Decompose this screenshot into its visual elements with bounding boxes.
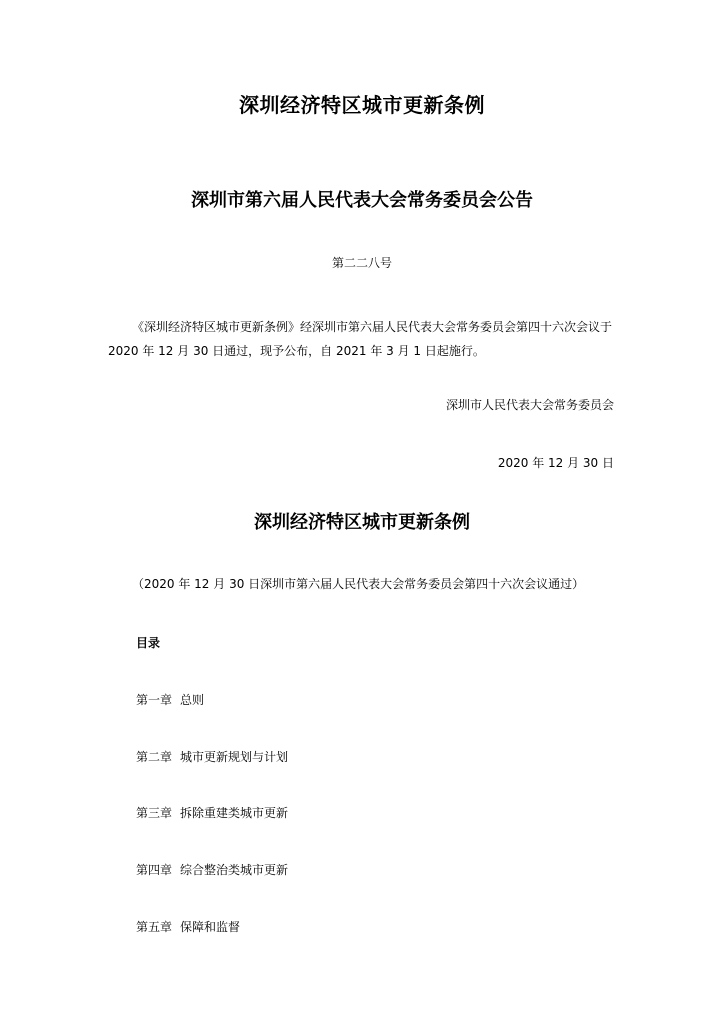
- toc-chapter-title: 拆除重建类城市更新: [180, 806, 289, 820]
- toc-chapter-title: 城市更新规划与计划: [180, 750, 289, 764]
- issue-date: 2020 年 12 月 30 日: [497, 456, 614, 470]
- toc-chapter-title: 保障和监督: [180, 920, 241, 934]
- adoption-note: （2020 年 12 月 30 日深圳市第六届人民代表大会常务委员会第四十六次会议通过）: [132, 577, 585, 591]
- issuer-name: 深圳市人民代表大会常务委员会: [445, 398, 614, 412]
- toc-item: [136, 694, 204, 706]
- toc-chapter-number: 第三章: [136, 806, 173, 820]
- regulation-title: 深圳经济特区城市更新条例: [254, 512, 470, 533]
- notice-title: 深圳市第六届人民代表大会常务委员会公告: [191, 190, 533, 211]
- toc-chapter-number: 第五章: [136, 920, 173, 934]
- toc-chapter-number: 第四章: [136, 863, 173, 877]
- main-title: 深圳经济特区城市更新条例: [239, 93, 485, 117]
- toc-item: [136, 864, 288, 876]
- toc-chapter-title: 总则: [180, 693, 205, 707]
- notice-paragraph: 《深圳经济特区城市更新条例》经深圳市第六届人民代表大会常务委员会第四十六次会议于 2020 年 12 月 30 日通过，现予公布，自 2021 年 3 月 1 日起施行。: [108, 320, 613, 358]
- toc-item: [136, 807, 288, 819]
- notice-number: 第二二八号: [331, 256, 392, 270]
- toc-chapter-title: 综合整治类城市更新: [180, 863, 289, 877]
- toc-chapter-number: 第二章: [136, 750, 173, 764]
- toc-item: [136, 751, 288, 763]
- toc-heading: 目录: [136, 636, 161, 650]
- toc-chapter-number: 第一章: [136, 693, 173, 707]
- toc-item: [136, 921, 240, 933]
